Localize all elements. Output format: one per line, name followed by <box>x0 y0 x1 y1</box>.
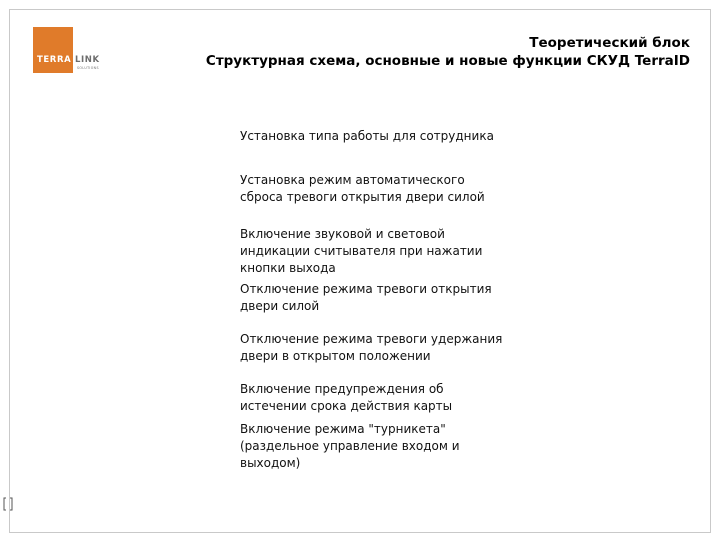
terralink-logo <box>33 27 113 73</box>
list-item: Отключение режима тревоги удержания двери в открытом положении <box>240 332 503 363</box>
page-title <box>206 34 690 70</box>
corner-bracket-icon <box>3 497 13 511</box>
list-item: Включение звуковой и световой индикации считывателя при нажатии кнопки выхода <box>240 227 483 275</box>
list-item: Включение предупреждения об истечении срока действия карты <box>240 382 453 413</box>
list-item: Отключение режима тревоги открытия двери силой <box>240 282 492 313</box>
logo-brand-right: LINK <box>75 55 100 65</box>
title-line-2: Структурная схема, основные и новые функции СКУД TerraID <box>205 53 690 69</box>
list-item: Установка режим автоматического сброса тревоги открытия двери силой <box>240 173 485 204</box>
list-item: Включение режима "турникета" (раздельное управление входом и выходом) <box>240 422 460 470</box>
logo-orange-block <box>33 27 73 73</box>
logo-brand-left: TERRA <box>37 55 72 65</box>
title-line-1: Теоретический блок <box>529 35 690 51</box>
logo-tagline: SOLUTIONS <box>77 66 99 70</box>
list-item: Установка типа работы для сотрудника <box>240 129 494 143</box>
